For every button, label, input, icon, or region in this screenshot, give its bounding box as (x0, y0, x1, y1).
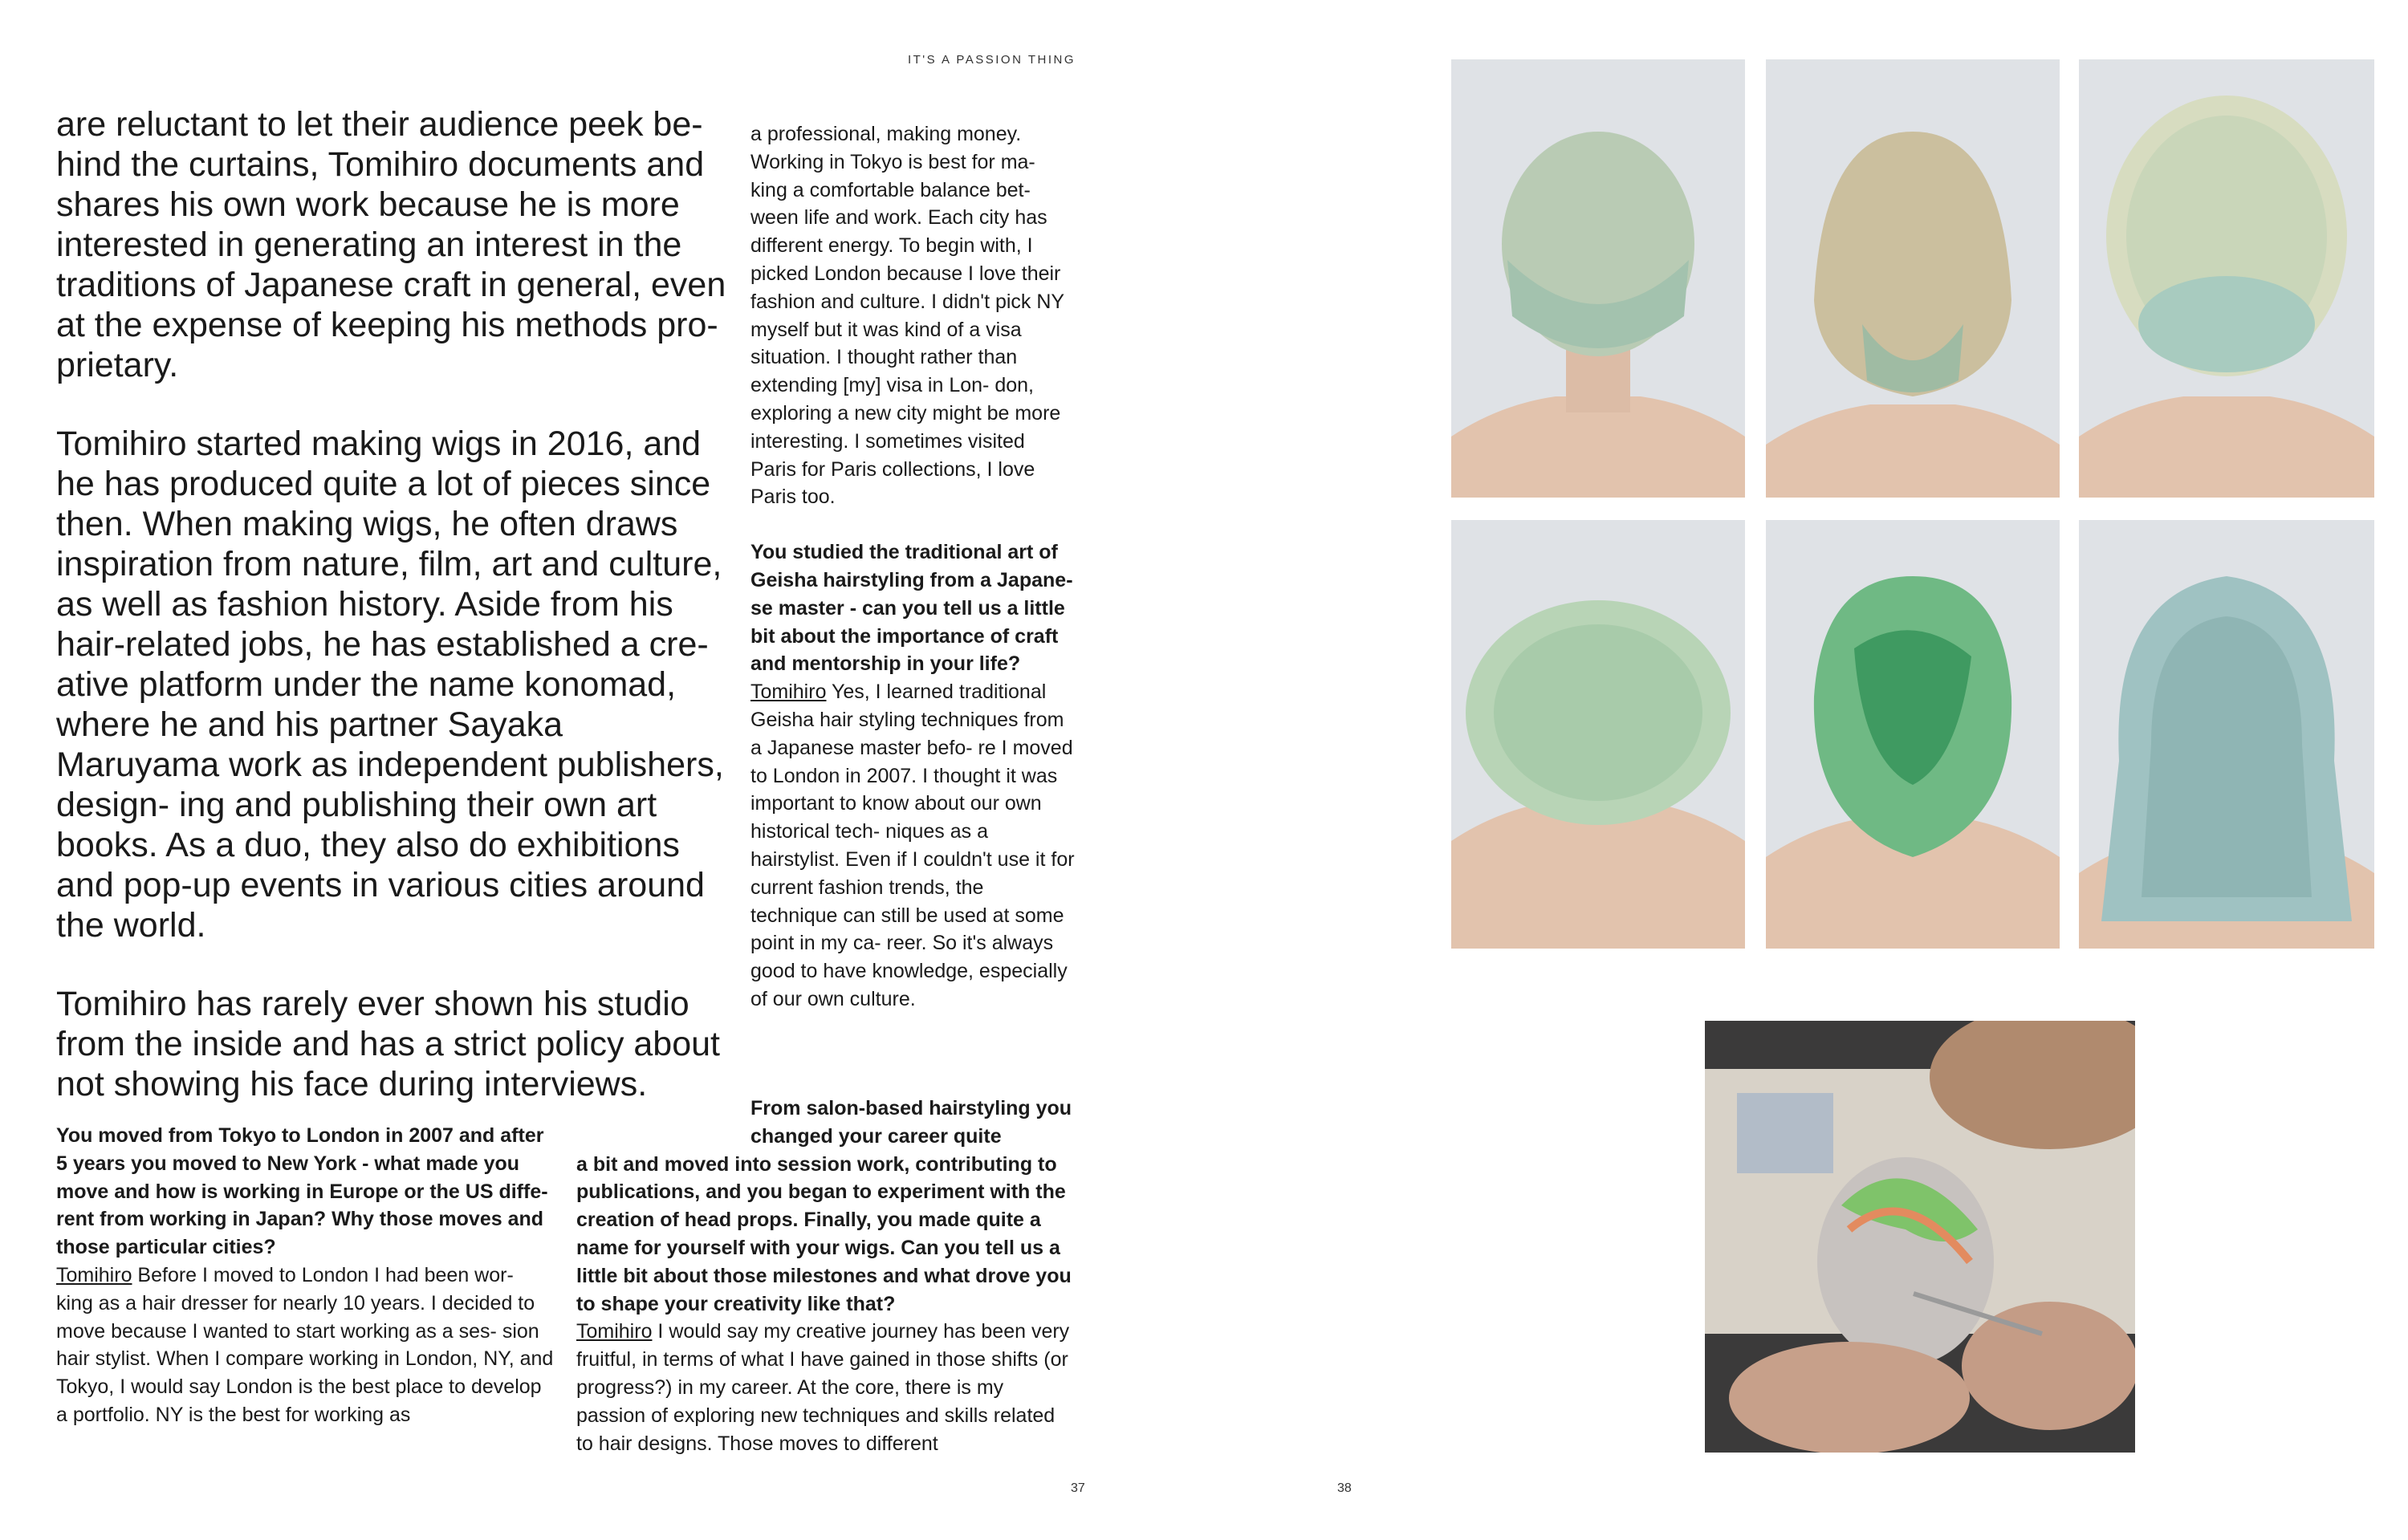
wig-photo-4 (1451, 520, 1745, 949)
wig-photo-3 (2079, 59, 2374, 498)
wig-photo-6 (2079, 520, 2374, 949)
lead-paragraph-1: are reluctant to let their audience peek be- hind the curtains, Tomihiro documents and shares his own work because he is more interested in generating an interest in the traditions of Japanese craft in general, even at the expense of keeping his methods pro- prietary. (56, 105, 726, 384)
question-answer-block (750, 538, 1076, 1014)
interview-column-right (750, 120, 1076, 1041)
page-number-right: 38 (1337, 1481, 1352, 1495)
wig-photo-5 (1766, 520, 2060, 949)
speaker-name: Tomihiro (56, 1263, 132, 1286)
running-header: IT'S A PASSION THING (907, 53, 1076, 67)
interview-answer: Before I moved to London I had been wor- king as a hair dresser for nearly 10 years. I decided to move because I wanted to start working as a ses- sion hair stylist. When I compare working in London, NY, and Tokyo, I would say London is the best place to develop a portfolio. NY is the best for working as (56, 1263, 554, 1426)
interview-question: a bit and moved into session work, contributing to publications, and you began to experiment with the creation of head props. Finally, you made quite a name for yourself with your wigs. Can you tell us a little bit about those milestones and what drove you to shape your creativity like that? (576, 1152, 1072, 1315)
interview-column-b (576, 1095, 1076, 1457)
page-number-left: 37 (1071, 1481, 1085, 1495)
lead-paragraph-3: Tomihiro has rarely ever shown his studio from the inside and has a strict policy about not showing his face during interviews. (56, 985, 720, 1103)
answer-paragraph: a professional, making money. Working in Tokyo is best for ma- king a comfortable balance bet- ween life and work. Each city has different energy. To begin with, I picked London because I love their fashion and culture. I didn't pick NY myself but it was kind of a visa situation. I thought rather than extending [my] visa in Lon- don, exploring a new city might be more interesting. I sometimes visited Paris for Paris collections, I love Paris too. (750, 123, 1064, 509)
interview-question: You moved from Tokyo to London in 2007 and after 5 years you moved to New York - what made you move and how is working in Europe or the US diffe- rent from working in Japan? Why those moves and those particular cities? (56, 1124, 548, 1259)
speaker-name: Tomihiro (750, 681, 827, 704)
lead-paragraph-2: Tomihiro started making wigs in 2016, and he has produced quite a lot of pieces since then. When making wigs, he often draws inspiration from nature, film, art and culture, as well as fashion history. Aside from his hair-related jobs, he has established a cre- ative platform under the name konomad, where he and his partner Sayaka Maruyama work as independent publishers, design- ing and publishing their own art books. As a duo, they also do exhibitions and pop-up events in various cities around the world. (56, 425, 724, 945)
speaker-name: Tomihiro (576, 1320, 653, 1343)
studio-photo (1705, 1021, 2135, 1453)
wig-photo-1 (1451, 59, 1745, 498)
interview-question-head: From salon-based hairstyling you changed your career quite (750, 1097, 1072, 1148)
interview-answer: I would say my creative journey has been very fruitful, in terms of what I have gained in those shifts (or progress?) in my career. At the core, there is my passion of exploring new techniques and skills related to hair designs. Those moves to different (576, 1320, 1070, 1455)
wig-photo-2 (1766, 59, 2060, 498)
interview-column-a (56, 1122, 554, 1429)
lead-text (56, 104, 730, 1143)
interview-answer: Yes, I learned traditional Geisha hair styling techniques from a Japanese master befo- re I moved to London in 2007. I thought it was important to know about our own historical tech- niques as a hairstylist. Even if I couldn't use it for current fashion trends, the technique can still be used at some point in my ca- reer. So it's always good to have knowledge, especially of our own culture. (750, 681, 1075, 1010)
interview-question: You studied the traditional art of Geisha hairstyling from a Japane- se master - can you tell us a little bit about the importance of craft and mentorship in your life? (750, 541, 1073, 676)
